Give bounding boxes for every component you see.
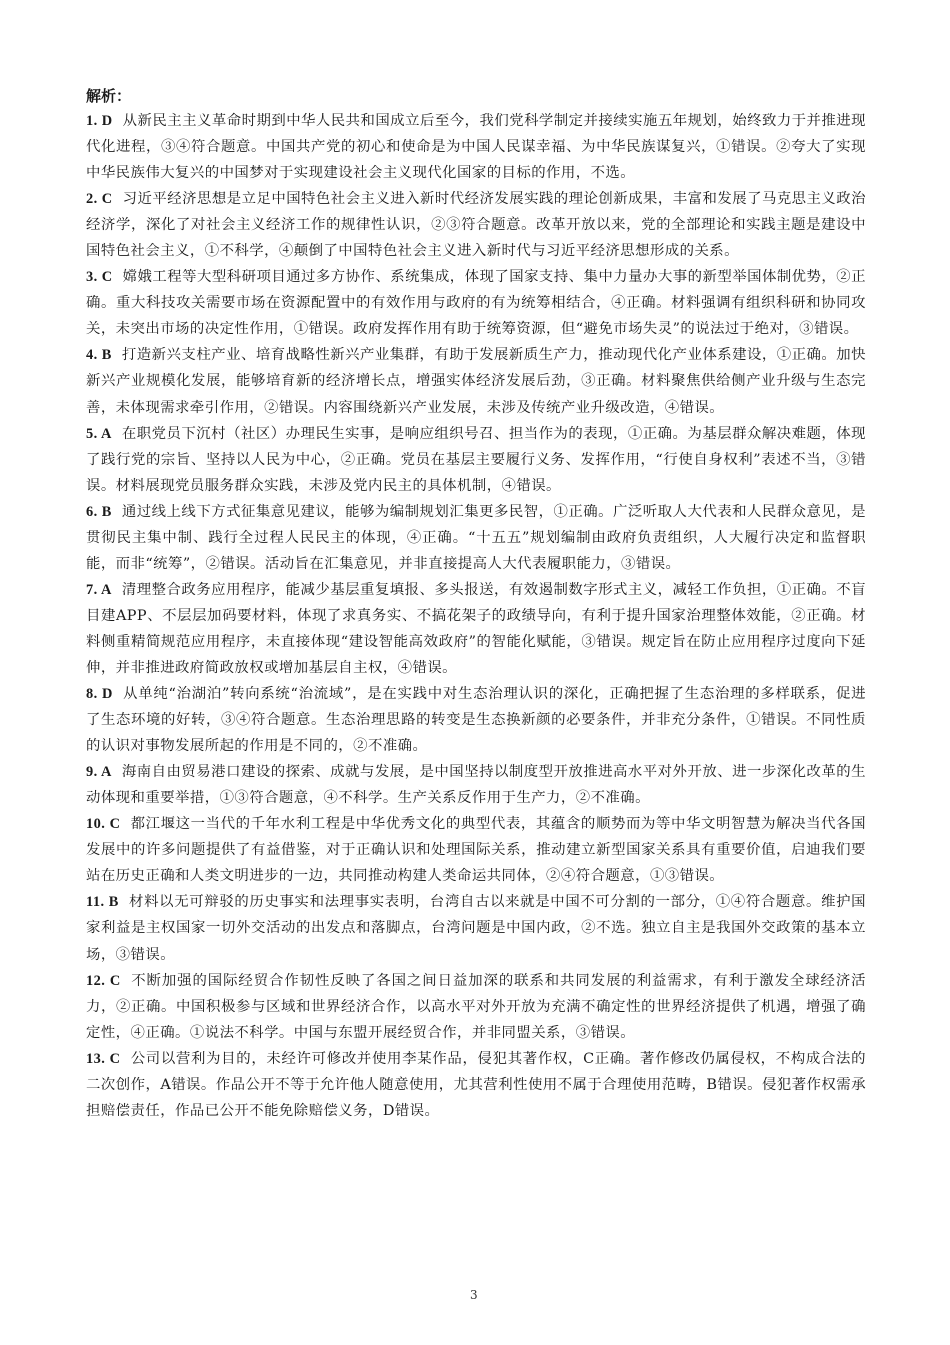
section-heading: 解析： [86, 87, 132, 105]
explanation-item [86, 759, 866, 811]
answer-letter: D [101, 113, 113, 129]
explanation-item [86, 681, 866, 759]
answer-letter: C [109, 1050, 121, 1067]
question-number: 4. [86, 347, 102, 364]
explanation-text: 清理整合政务应用程序，能减少基层重复填报、多头报送，有效遏制数字形式主义，减轻工作负担，①正确。不盲目建APP、不层层加码要材料，体现了求真务实、不搞花架子的政绩导向，有利于提升国家治理整体效能，②正确。材料侧重精简规范应用程序，未直接体现“建设智能高效政府”的智能化赋能，③错误。规定旨在防止应用程序过度向下延伸，并非推进政府简政放权或增加基层自主权，④错误。 [86, 581, 866, 676]
explanation-item [86, 108, 866, 186]
explanation-item [86, 968, 866, 1046]
answer-letter: C [109, 816, 121, 833]
question-number: 12. [86, 972, 110, 989]
answer-letter: B [101, 347, 112, 364]
explanation-text: 不断加强的国际经贸合作韧性反映了各国之间日益加深的联系和共同发展的利益需求，有利于激发全球经济活力，②正确。中国积极参与区域和世界经济合作，以高水平对外开放为充满不确定性的世界经济提供了机遇，增强了确定性，④正确。①说法不科学。中国与东盟开展经贸合作，并非同盟关系，③错误。 [86, 972, 867, 1041]
question-number: 10. [86, 816, 110, 833]
page-number: 3 [470, 1288, 478, 1302]
explanation-item [86, 1046, 866, 1124]
explanation-text: 嫦娥工程等大型科研项目通过多方协作、系统集成，体现了国家支持、集中力量办大事的新型举国体制优势，②正确。重大科技攻关需要市场在资源配置中的有效作用与政府的有为统筹相结合，④正确。材料强调有组织科研和协同攻关，未突出市场的决定性作用，①错误。政府发挥作用有助于统筹资源，但“避免市场失灵”的说法过于绝对，③错误。 [86, 269, 866, 338]
explanation-item [86, 421, 866, 499]
explanation-list [86, 108, 866, 1124]
explanation-text: 都江堰这一当代的千年水利工程是中华优秀文化的典型代表，其蕴含的顺势而为等中华文明智慧为解决当代各国发展中的许多问题提供了有益借鉴，对于正确认识和处理国际关系，推动建立新型国家关系具有重要价值，启迪我们要站在历史正确和人类文明进步的一边，共同推动构建人类命运共同体，②④符合题意，①③错误。 [86, 816, 866, 885]
question-number: 7. [86, 581, 101, 598]
explanation-text: 习近平经济思想是立足中国特色社会主义进入新时代经济发展实践的理论创新成果，丰富和发展了马克思主义政治经济学，深化了对社会主义经济工作的规律性认识，②③符合题意。改革开放以来，党的全部理论和实践主题是建设中国特色社会主义，①不科学，④颠倒了中国特色社会主义进入新时代与习近平经济思想形成的关系。 [86, 191, 866, 260]
answer-letter: C [101, 269, 113, 286]
explanation-item [86, 811, 866, 889]
answer-letter: B [101, 503, 112, 520]
answer-letter: D [102, 686, 113, 703]
answer-explanation-page [86, 84, 866, 1314]
answer-letter: A [101, 581, 112, 598]
question-number: 11. [86, 894, 109, 911]
explanation-text: 从单纯“治湖泊”转向系统“治流域”，是在实践中对生态治理认识的深化，正确把握了生态治理的多样联系，促进了生态环境的好转，③④符合题意。生态治理思路的转变是生态换新颜的必要条件，并非充分条件，①错误。不同性质的认识对事物发展所起的作用是不同的，②不准确。 [86, 686, 866, 755]
question-number: 5. [86, 425, 101, 442]
explanation-text: 打造新兴支柱产业、培育战略性新兴产业集群，有助于发展新质生产力，推动现代化产业体系建设，①正确。加快新兴产业规模化发展，能够培育新的经济增长点，增强实体经济发展后劲，③正确。材料聚焦供给侧产业升级与生态完善，未体现需求牵引作用，②错误。内容围绕新兴产业发展，未涉及传统产业升级改造，④错误。 [86, 347, 866, 416]
question-number: 9. [86, 764, 101, 781]
question-number: 3. [86, 269, 102, 286]
explanation-item [86, 889, 866, 967]
explanation-text: 在职党员下沉村（社区）办理民生实事，是响应组织号召、担当作为的表现，①正确。为基层群众解决难题，体现了践行党的宗旨、坚持以人民为中心，②正确。党员在基层主要履行义务、发挥作用，“行使自身权利”表述不当，③错误。材料展现党员服务群众实践，未涉及党内民主的具体机制，④错误。 [86, 425, 866, 494]
explanation-text: 材料以无可辩驳的历史事实和法理事实表明，台湾自古以来就是中国不可分割的一部分，①④符合题意。维护国家利益是主权国家一切外交活动的出发点和落脚点，台湾问题是中国内政，②不选。独立自主是我国外交政策的基本立场，③错误。 [86, 894, 866, 963]
question-number: 1. [86, 113, 102, 129]
question-number: 13. [86, 1050, 110, 1067]
answer-letter: C [101, 191, 113, 208]
explanation-item [86, 499, 866, 577]
answer-letter: B [108, 894, 119, 911]
explanation-text: 通过线上线下方式征集意见建议，能够为编制规划汇集更多民智，①正确。广泛听取人大代表和人民群众意见，是贯彻民主集中制、践行全过程人民民主的体现，④正确。“十五五”规划编制由政府负责组织，人大履行决定和监督职能，而非“统筹”，②错误。活动旨在汇集意见，并非直接提高人大代表履职能力，③错误。 [86, 503, 866, 572]
explanation-item [86, 577, 866, 681]
explanation-item [86, 186, 866, 264]
explanation-text: 从新民主主义革命时期到中华人民共和国成立后至今，我们党科学制定并接续实施五年规划，始终致力于并推进现代化进程，③④符合题意。中国共产党的初心和使命是为中国人民谋幸福、为中华民族谋复兴，①错误。②夸大了实现中华民族伟大复兴的中国梦对于实现建设社会主义现代化国家的目标的作用，不选。 [86, 113, 866, 182]
question-number: 6. [86, 503, 102, 520]
explanation-text: 海南自由贸易港口建设的探索、成就与发展，是中国坚持以制度型开放推进高水平对外开放、进一步深化改革的生动体现和重要举措，①③符合题意，④不科学。生产关系反作用于生产力，②不准确。 [86, 764, 866, 807]
explanation-item [86, 342, 866, 420]
explanation-text: 公司以营利为目的，未经许可修改并使用李某作品，侵犯其著作权，C正确。著作修改仍属侵权，不构成合法的二次创作，A错误。作品公开不等于允许他人随意使用，尤其营利性使用不属于合理使用范畴，B错误。侵犯著作权需承担赔偿责任，作品已公开不能免除赔偿义务，D错误。 [86, 1050, 866, 1119]
question-number: 8. [86, 686, 103, 703]
question-number: 2. [86, 191, 102, 208]
answer-letter: A [101, 425, 112, 442]
answer-letter: C [109, 972, 121, 989]
answer-letter: A [101, 764, 112, 781]
explanation-item [86, 264, 866, 342]
